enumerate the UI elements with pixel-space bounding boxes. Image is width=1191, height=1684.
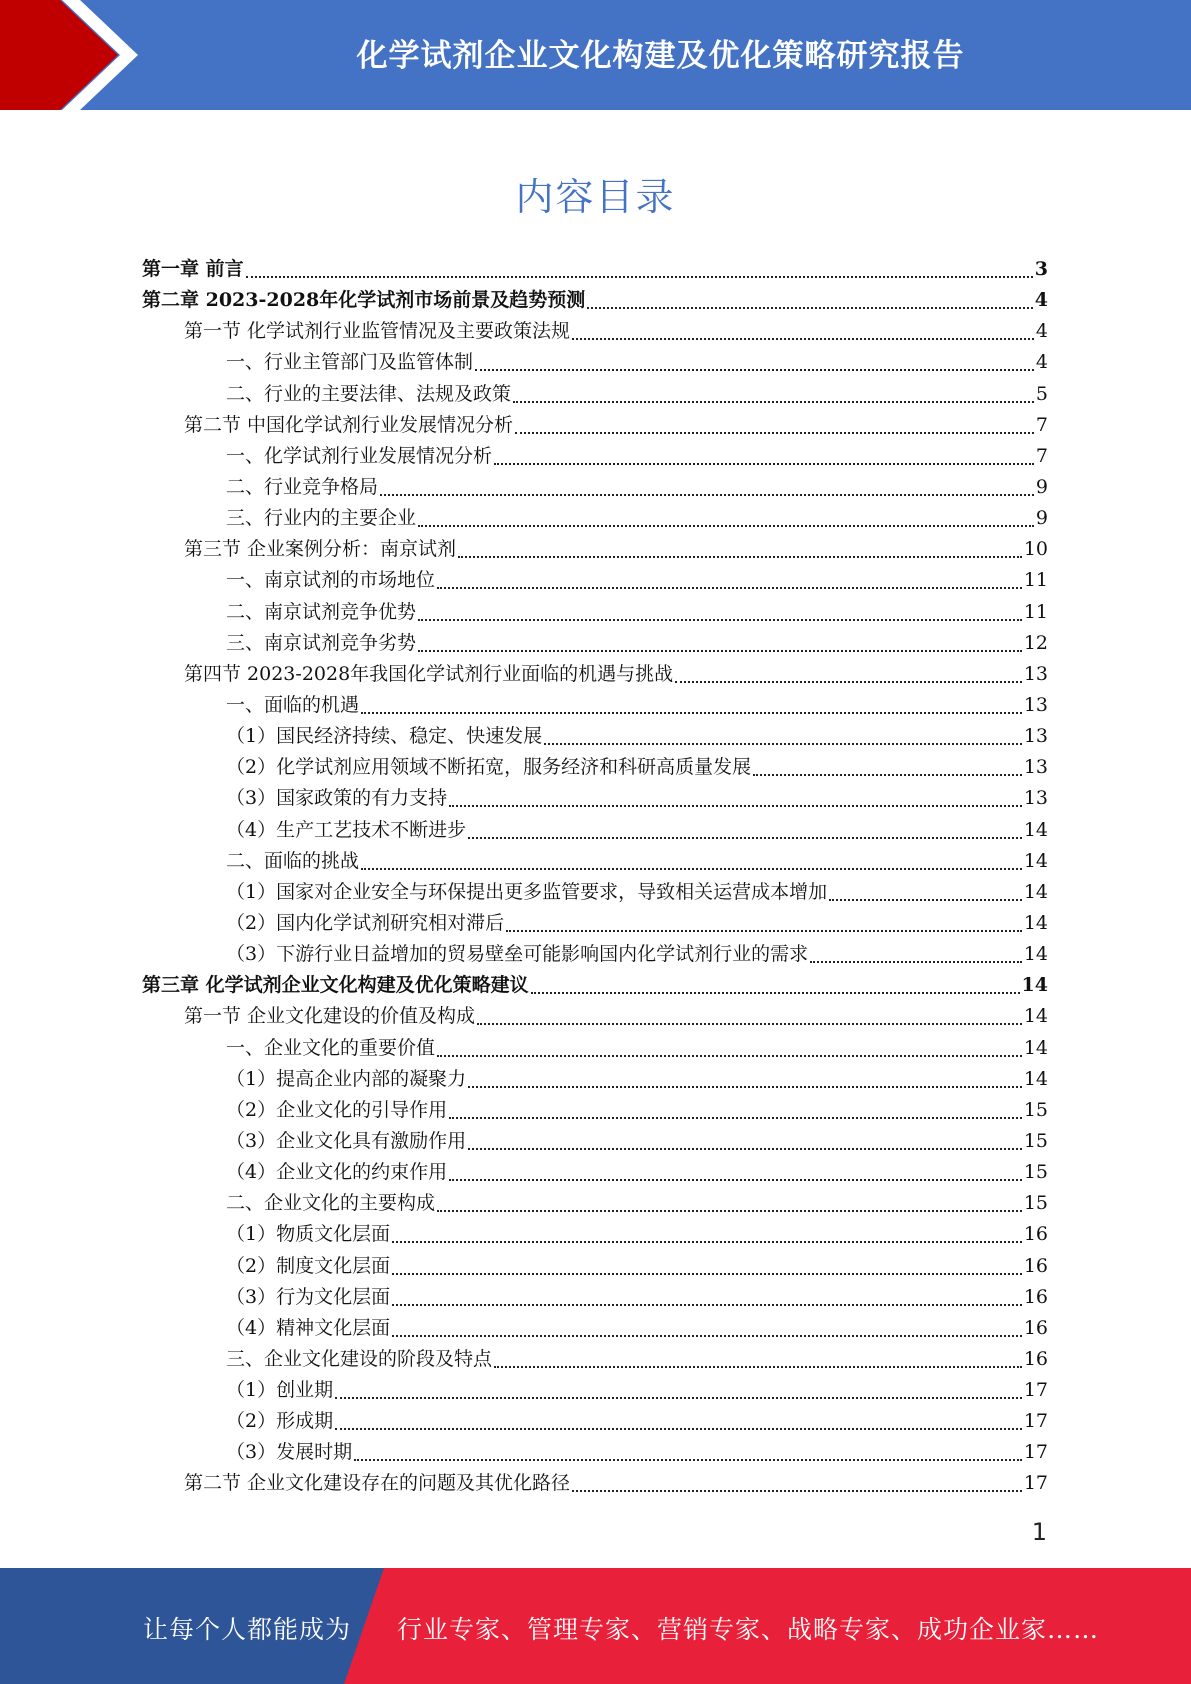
- toc-entry-page: 14: [1023, 911, 1048, 934]
- toc-entry-page: 11: [1023, 600, 1048, 623]
- toc-entry-page: 17: [1023, 1379, 1048, 1402]
- toc-dot-leader: [572, 1476, 1022, 1492]
- toc-dot-leader: [494, 1352, 1022, 1368]
- toc-dot-leader: [335, 1414, 1022, 1430]
- toc-entry-title: 第三章 化学试剂企业文化构建及优化策略建议: [142, 974, 529, 997]
- toc-entry[interactable]: [142, 1251, 1048, 1282]
- toc-entry-page: 15: [1023, 1192, 1048, 1215]
- toc-dot-leader: [458, 542, 1022, 558]
- toc-entry-page: 17: [1023, 1410, 1048, 1433]
- toc-entry-title: 一、行业主管部门及监管体制: [226, 351, 474, 374]
- chevron-arrow-icon: [0, 0, 150, 110]
- toc-entry-title: 第四节 2023-2028年我国化学试剂行业面临的机遇与挑战: [184, 662, 674, 685]
- toc-entry[interactable]: [142, 1468, 1048, 1499]
- toc-dot-leader: [392, 1321, 1022, 1337]
- toc-entry-page: 4: [1035, 351, 1048, 374]
- footer-slogan-right: 行业专家、管理专家、营销专家、战略专家、成功企业家……: [397, 1615, 1100, 1644]
- toc-entry-page: 14: [1023, 880, 1048, 903]
- toc-dot-leader: [475, 355, 1034, 371]
- toc-entry-page: 10: [1023, 538, 1048, 561]
- toc-entry-title: 二、南京试剂竞争优势: [226, 600, 417, 623]
- toc-dot-leader: [449, 1165, 1022, 1181]
- toc-entry-title: 第二章 2023-2028年化学试剂市场前景及趋势预测: [142, 289, 586, 312]
- toc-entry[interactable]: [142, 1437, 1048, 1468]
- toc-dot-leader: [587, 293, 1033, 309]
- toc-dot-leader: [494, 449, 1034, 465]
- toc-entry[interactable]: [142, 939, 1048, 970]
- toc-dot-leader: [437, 573, 1022, 589]
- toc-entry[interactable]: [142, 472, 1048, 503]
- toc-entry-page: 13: [1023, 662, 1048, 685]
- toc-entry-title: （1）物质文化层面: [226, 1223, 391, 1246]
- toc-entry-title: 一、企业文化的重要价值: [226, 1036, 436, 1059]
- toc-entry[interactable]: [142, 565, 1048, 596]
- toc-entry-title: （2）国内化学试剂研究相对滞后: [226, 911, 505, 934]
- toc-entry-title: （1）国家对企业安全与环保提出更多监管要求，导致相关运营成本增加: [226, 880, 828, 903]
- toc-entry-title: （3）行为文化层面: [226, 1285, 391, 1308]
- toc-entry-page: 13: [1023, 725, 1048, 748]
- toc-entry-title: 二、企业文化的主要构成: [226, 1192, 436, 1215]
- toc-entry-page: 5: [1035, 382, 1048, 405]
- toc-entry-page: 15: [1023, 1161, 1048, 1184]
- toc-entry-title: （3）发展时期: [226, 1441, 353, 1464]
- header-band: [0, 0, 1191, 110]
- toc-entry[interactable]: [142, 628, 1048, 659]
- toc-dot-leader: [335, 1383, 1022, 1399]
- toc-entry-page: 17: [1023, 1441, 1048, 1464]
- toc-dot-leader: [544, 729, 1022, 745]
- toc-entry[interactable]: [142, 970, 1048, 1001]
- toc-entry-page: 15: [1023, 1098, 1048, 1121]
- toc-entry[interactable]: [142, 1064, 1048, 1095]
- toc-entry[interactable]: [142, 1313, 1048, 1344]
- toc-entry[interactable]: [142, 752, 1048, 783]
- toc-entry-title: （3）国家政策的有力支持: [226, 787, 448, 810]
- toc-dot-leader: [675, 667, 1022, 683]
- toc-entry[interactable]: [142, 316, 1048, 347]
- toc-dot-leader: [418, 605, 1022, 621]
- toc-entry-page: 14: [1023, 849, 1048, 872]
- toc-entry-page: 14: [1021, 974, 1048, 997]
- toc-dot-leader: [449, 791, 1022, 807]
- toc-entry[interactable]: [142, 659, 1048, 690]
- toc-dot-leader: [468, 823, 1022, 839]
- toc-dot-leader: [361, 854, 1022, 870]
- toc-entry-page: 3: [1034, 258, 1048, 280]
- toc-entry[interactable]: [142, 503, 1048, 534]
- toc-entry[interactable]: [142, 1001, 1048, 1032]
- toc-dot-leader: [246, 262, 1033, 278]
- toc-entry[interactable]: [142, 783, 1048, 814]
- toc-entry-title: 一、化学试剂行业发展情况分析: [226, 444, 493, 467]
- toc-entry-title: （4）生产工艺技术不断进步: [226, 818, 467, 841]
- toc-dot-leader: [531, 978, 1020, 994]
- toc-entry-page: 7: [1035, 413, 1048, 436]
- toc-entry-page: 14: [1023, 1036, 1048, 1059]
- toc-entry-title: 第一章 前言: [142, 258, 244, 280]
- toc-entry[interactable]: [142, 690, 1048, 721]
- toc-entry-title: 第二节 中国化学试剂行业发展情况分析: [184, 413, 514, 436]
- toc-entry[interactable]: [142, 285, 1048, 316]
- toc-entry-page: 14: [1023, 943, 1048, 966]
- toc-entry-page: 14: [1023, 1005, 1048, 1028]
- toc-entry-page: 13: [1023, 693, 1048, 716]
- toc-dot-leader: [506, 916, 1022, 932]
- toc-dot-leader: [810, 947, 1022, 963]
- toc-entry-title: 第二节 企业文化建设存在的问题及其优化路径: [184, 1472, 571, 1495]
- toc-dot-leader: [380, 480, 1034, 496]
- toc-entry[interactable]: [142, 1406, 1048, 1437]
- toc-entry[interactable]: [142, 1157, 1048, 1188]
- toc-entry-title: （2）制度文化层面: [226, 1254, 391, 1277]
- toc-entry[interactable]: [142, 1095, 1048, 1126]
- toc-entry-title: （2）化学试剂应用领域不断拓宽，服务经济和科研高质量发展: [226, 756, 752, 779]
- toc-dot-leader: [361, 698, 1022, 714]
- toc-entry-title: 二、行业的主要法律、法规及政策: [226, 382, 512, 405]
- toc-entry-title: （4）精神文化层面: [226, 1316, 391, 1339]
- toc-entry-title: 二、面临的挑战: [226, 849, 360, 872]
- toc-entry-page: 14: [1023, 1067, 1048, 1090]
- toc-entry-page: 7: [1035, 444, 1048, 467]
- toc-dot-leader: [354, 1445, 1022, 1461]
- toc-dot-leader: [515, 418, 1034, 434]
- toc-entry-title: 三、行业内的主要企业: [226, 507, 417, 530]
- toc-entry-page: 16: [1023, 1223, 1048, 1246]
- toc-entry-page: 16: [1023, 1316, 1048, 1339]
- toc-dot-leader: [513, 387, 1034, 403]
- toc-dot-leader: [477, 1009, 1022, 1025]
- toc-entry-page: 12: [1023, 631, 1048, 654]
- toc-entry[interactable]: [142, 1344, 1048, 1375]
- toc-entry[interactable]: [142, 1033, 1048, 1064]
- toc-entry-page: 16: [1023, 1254, 1048, 1277]
- toc-entry-title: 二、行业竞争格局: [226, 475, 379, 498]
- report-title: 化学试剂企业文化构建及优化策略研究报告: [356, 38, 965, 74]
- footer-band: [0, 1568, 1191, 1684]
- toc-entry-page: 16: [1023, 1347, 1048, 1370]
- toc-entry[interactable]: [142, 254, 1048, 285]
- toc-dot-leader: [468, 1072, 1022, 1088]
- toc-entry-title: （3）企业文化具有激励作用: [226, 1129, 467, 1152]
- toc-entry-title: （1）创业期: [226, 1379, 334, 1402]
- toc-entry-title: 第一节 化学试剂行业监管情况及主要政策法规: [184, 320, 571, 343]
- toc-entry[interactable]: [142, 815, 1048, 846]
- toc-entry-page: 16: [1023, 1285, 1048, 1308]
- toc-dot-leader: [437, 1041, 1022, 1057]
- toc-entry-title: （2）形成期: [226, 1410, 334, 1433]
- toc-dot-leader: [468, 1134, 1022, 1150]
- toc-entry-page: 13: [1023, 787, 1048, 810]
- toc-entry-page: 4: [1034, 289, 1048, 312]
- toc-heading: 内容目录: [515, 175, 676, 219]
- toc-entry-page: 17: [1023, 1472, 1048, 1495]
- toc-entry-title: （2）企业文化的引导作用: [226, 1098, 448, 1121]
- toc-entry-title: 三、企业文化建设的阶段及特点: [226, 1347, 493, 1370]
- toc-entry[interactable]: [142, 1282, 1048, 1313]
- toc-entry-page: 14: [1023, 818, 1048, 841]
- toc-dot-leader: [392, 1290, 1022, 1306]
- toc-entry[interactable]: [142, 1126, 1048, 1157]
- toc-entry-page: 15: [1023, 1129, 1048, 1152]
- toc-entry[interactable]: [142, 379, 1048, 410]
- toc-entry[interactable]: [142, 1375, 1048, 1406]
- toc-entry[interactable]: [142, 1219, 1048, 1250]
- toc-dot-leader: [572, 324, 1034, 340]
- toc-entry-title: （1）提高企业内部的凝聚力: [226, 1067, 467, 1090]
- toc-entry-page: 11: [1023, 569, 1048, 592]
- toc-entry-title: （1）国民经济持续、稳定、快速发展: [226, 725, 543, 748]
- toc-dot-leader: [449, 1103, 1022, 1119]
- toc-entry[interactable]: [142, 846, 1048, 877]
- toc-entry-title: 三、南京试剂竞争劣势: [226, 631, 417, 654]
- toc-entry-title: 第三节 企业案例分析：南京试剂: [184, 538, 457, 561]
- toc-entry[interactable]: [142, 410, 1048, 441]
- toc-entry-page: 9: [1035, 507, 1048, 530]
- toc-entry[interactable]: [142, 534, 1048, 565]
- toc-entry[interactable]: [142, 908, 1048, 939]
- toc-entry[interactable]: [142, 877, 1048, 908]
- toc-entry-page: 13: [1023, 756, 1048, 779]
- toc-dot-leader: [753, 760, 1022, 776]
- toc-entry[interactable]: [142, 597, 1048, 628]
- page-number: 1: [1031, 1518, 1047, 1546]
- toc-dot-leader: [392, 1259, 1022, 1275]
- toc-entry[interactable]: [142, 1188, 1048, 1219]
- toc-dot-leader: [829, 885, 1022, 901]
- toc-dot-leader: [418, 511, 1034, 527]
- toc-entry-title: 一、南京试剂的市场地位: [226, 569, 436, 592]
- toc-entry-title: （4）企业文化的约束作用: [226, 1161, 448, 1184]
- toc-entry-title: 第一节 企业文化建设的价值及构成: [184, 1005, 476, 1028]
- toc-entry-page: 9: [1035, 475, 1048, 498]
- toc-entry[interactable]: [142, 721, 1048, 752]
- toc-entry[interactable]: [142, 441, 1048, 472]
- toc-dot-leader: [418, 636, 1022, 652]
- toc-entry[interactable]: [142, 347, 1048, 378]
- toc-entry-title: （3）下游行业日益增加的贸易壁垒可能影响国内化学试剂行业的需求: [226, 943, 809, 966]
- footer-slogan-left: 让每个人都能成为: [143, 1615, 352, 1644]
- toc-dot-leader: [392, 1227, 1022, 1243]
- toc-dot-leader: [437, 1196, 1022, 1212]
- table-of-contents: [142, 254, 1048, 1500]
- toc-entry-page: 4: [1035, 320, 1048, 343]
- toc-entry-title: 一、面临的机遇: [226, 693, 360, 716]
